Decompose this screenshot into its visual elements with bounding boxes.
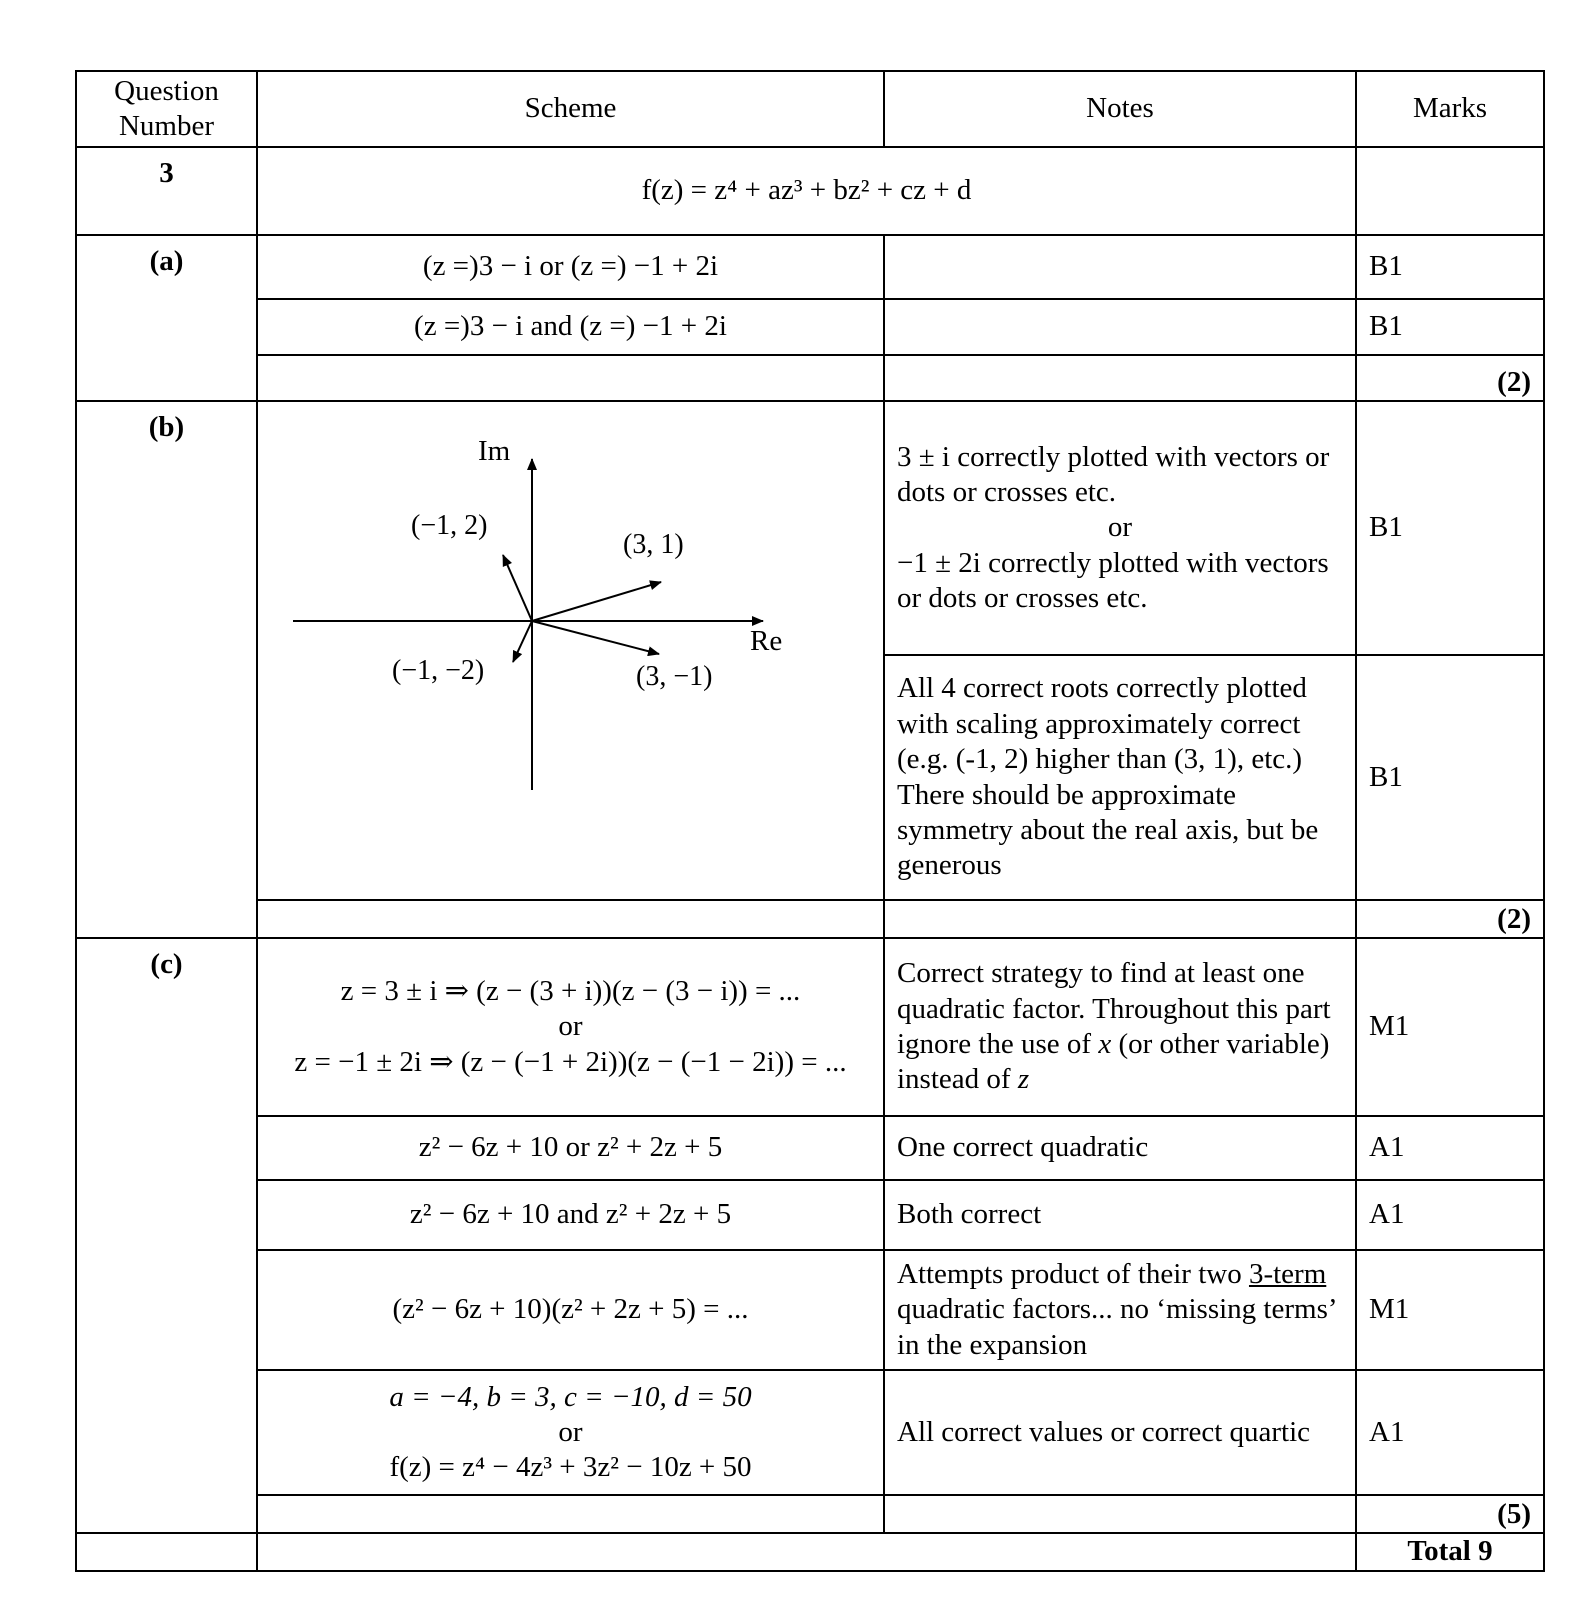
part-c-label: (c) <box>76 938 257 1533</box>
question-row <box>76 147 1544 235</box>
point-label-3-pos1: (3, 1) <box>623 529 684 560</box>
part-c-row-2 <box>76 1116 1544 1180</box>
header-marks: Marks <box>1356 71 1544 147</box>
header-scheme: Scheme <box>257 71 884 147</box>
part-c-row-1 <box>76 938 1544 1116</box>
mark-scheme-table <box>75 70 1545 1572</box>
part-a-scheme-2: (z =)3 − i and (z =) −1 + 2i <box>257 299 884 355</box>
part-c-row-5 <box>76 1370 1544 1495</box>
part-c-notes-4: Attempts product of their two 3-term quadratic factors... no ‘missing terms’ in the expansion <box>884 1250 1356 1370</box>
part-c-scheme-1-or: or <box>558 1010 583 1043</box>
total-marks: Total 9 <box>1356 1533 1544 1571</box>
part-b-label: (b) <box>76 401 257 938</box>
part-c-notes-2: One correct quadratic <box>884 1116 1356 1180</box>
point-label-neg1-pos2: (−1, 2) <box>411 510 488 541</box>
vector-3-neg1 <box>532 621 659 654</box>
part-b-notes-or: or <box>1107 511 1133 544</box>
part-a-subtotal: (2) <box>1356 355 1544 401</box>
part-b-notes-1a: 3 ± i correctly plotted with vectors or dots or crosses etc. <box>897 440 1330 508</box>
part-c-scheme-5-or: or <box>558 1415 583 1448</box>
header-question-number: Question Number <box>76 71 257 147</box>
part-c-row-3 <box>76 1180 1544 1250</box>
part-a-scheme-1: (z =)3 − i or (z =) −1 + 2i <box>257 235 884 299</box>
part-c-mark-2: A1 <box>1356 1116 1544 1180</box>
part-b-mark-1: B1 <box>1356 401 1544 655</box>
part-b-subtotal-row <box>76 900 1544 938</box>
part-c-scheme-4: (z² − 6z + 10)(z² + 2z + 5) = ... <box>257 1250 884 1370</box>
part-c-subtotal: (5) <box>1356 1495 1544 1533</box>
question-number: 3 <box>76 147 257 235</box>
part-c-mark-1: M1 <box>1356 938 1544 1116</box>
vector-neg1-pos2 <box>503 555 532 621</box>
part-c-scheme-2: z² − 6z + 10 or z² + 2z + 5 <box>257 1116 884 1180</box>
part-b-argand-diagram-cell <box>257 401 884 900</box>
part-a-notes-2 <box>884 299 1356 355</box>
total-row <box>76 1533 1544 1571</box>
part-a-mark-1: B1 <box>1356 235 1544 299</box>
header-notes: Notes <box>884 71 1356 147</box>
part-a-notes-1 <box>884 235 1356 299</box>
axis-label-im: Im <box>478 435 511 467</box>
argand-diagram <box>258 402 881 897</box>
vector-neg1-neg2 <box>513 621 532 662</box>
part-c-scheme-1 <box>257 938 884 1116</box>
part-c-scheme-5a: a = −4, b = 3, c = −10, d = 50 <box>389 1380 752 1413</box>
point-label-3-neg1: (3, −1) <box>636 661 713 692</box>
part-c-scheme-3: z² − 6z + 10 and z² + 2z + 5 <box>257 1180 884 1250</box>
part-c-mark-4: M1 <box>1356 1250 1544 1370</box>
axis-label-re: Re <box>750 625 783 657</box>
part-b-subtotal: (2) <box>1356 900 1544 938</box>
part-c-mark-5: A1 <box>1356 1370 1544 1495</box>
part-c-scheme-1a: z = 3 ± i ⇒ (z − (3 + i))(z − (3 − i)) = ... <box>340 974 801 1007</box>
part-c-mark-3: A1 <box>1356 1180 1544 1250</box>
part-a-subtotal-row <box>76 355 1544 401</box>
part-a-label: (a) <box>76 235 257 401</box>
part-b-notes-1 <box>884 401 1356 655</box>
question-marks-cell <box>1356 147 1544 235</box>
part-c-scheme-5 <box>257 1370 884 1495</box>
part-b-mark-2: B1 <box>1356 655 1544 900</box>
question-function: f(z) = z⁴ + az³ + bz² + cz + d <box>257 147 1356 235</box>
part-b-notes-1b: −1 ± 2i correctly plotted with vectors or dots or crosses etc. <box>897 546 1329 615</box>
part-a-mark-2: B1 <box>1356 299 1544 355</box>
part-c-notes-1: Correct strategy to find at least one quadratic factor. Throughout this part ignore the use of x (or other variable) instead of z <box>884 938 1356 1116</box>
part-c-scheme-5b: f(z) = z⁴ − 4z³ + 3z² − 10z + 50 <box>389 1451 752 1484</box>
part-a-row-1 <box>76 235 1544 299</box>
part-c-row-4 <box>76 1250 1544 1370</box>
part-c-notes-5: All correct values or correct quartic <box>884 1370 1356 1495</box>
vector-3-pos1 <box>532 582 661 621</box>
part-c-scheme-1b: z = −1 ± 2i ⇒ (z − (−1 + 2i))(z − (−1 − 2i)) = ... <box>294 1045 847 1078</box>
part-b-notes-2: All 4 correct roots correctly plotted with scaling approximately correct (e.g. (-1, 2) higher than (3, 1), etc.) There should be approximate symmetry about the real axis, but be generous <box>884 655 1356 900</box>
header-row <box>76 71 1544 147</box>
part-c-notes-3: Both correct <box>884 1180 1356 1250</box>
part-a-row-2 <box>76 299 1544 355</box>
point-label-neg1-neg2: (−1, −2) <box>392 655 485 686</box>
part-b-row-1 <box>76 401 1544 655</box>
part-c-subtotal-row <box>76 1495 1544 1533</box>
